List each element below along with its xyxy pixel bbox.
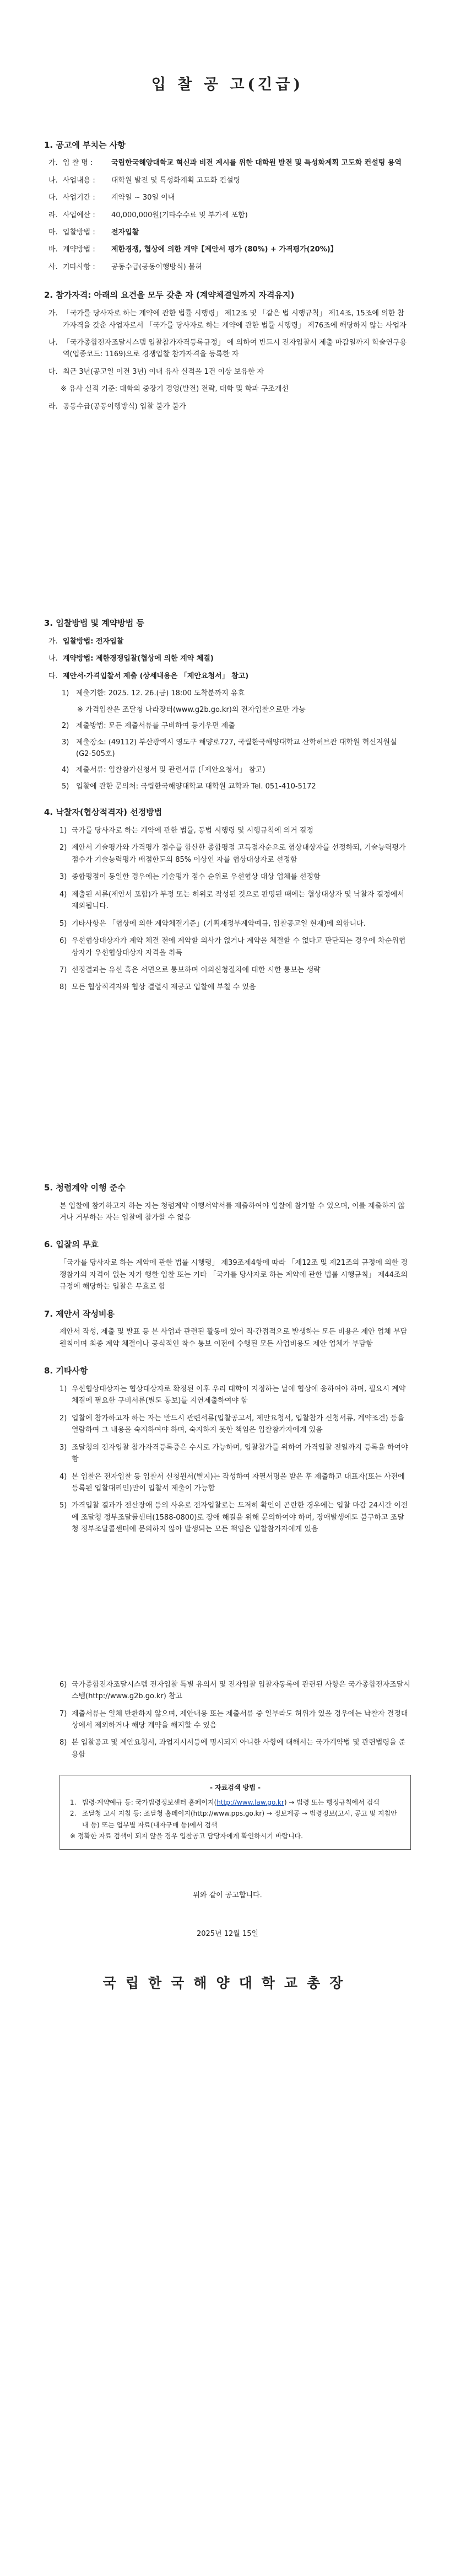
item-value: 국가를 당사자로 하는 계약에 관한 법률, 동법 시행령 및 시행규칙에 의거 결정 xyxy=(72,827,313,835)
reference-text-post: ) → 법령 또는 행정규칙에서 검색 xyxy=(284,1798,380,1806)
item-marker: 2) xyxy=(59,1414,67,1423)
s3-item xyxy=(48,636,411,647)
section-1-heading: 1. 공고에 부치는 사항 xyxy=(44,139,126,150)
reference-row xyxy=(70,1808,400,1831)
reference-text: 조달청 고시 지침 등: 조달청 홈페이지(http://www.pps.go.kr) → 정보제공 → 법령정보(고시, 공고 및 지침안내 등) 또는 업무별 자료(내자구매 등)에서 검색 xyxy=(82,1810,397,1829)
item-value: 우선협상대상자는 협상대상자로 확정된 이후 우리 대학이 지정하는 날에 협상에 응하여야 하며, 필요시 계약 체결에 필요한 구비서류(별도 통보)를 지연제출하여야 함 xyxy=(72,1384,406,1405)
section-1 xyxy=(44,138,411,273)
section-2-heading: 2. 참가자격: 아래의 요건을 모두 갖춘 자 (계약체결일까지 자격유지) xyxy=(44,290,295,300)
item-value: 조달청의 전자입찰 참가자격등록증은 수시로 가능하며, 입찰참가를 위하여 가격입찰 전일까지 등록을 하여야 함 xyxy=(72,1443,408,1464)
item-value: 대학원 발전 및 특성화계획 고도화 컨설팅 xyxy=(111,176,241,185)
section-6-heading: 6. 입찰의 무효 xyxy=(44,1239,99,1250)
item-value: 제출된 서류(제안서 포함)가 부정 또는 허위로 작성된 것으로 판명된 때에는 협상대상자 및 낙찰자 결정에서 제외됩니다. xyxy=(72,890,404,911)
s1-item xyxy=(48,227,411,238)
s4-item xyxy=(59,871,411,883)
item-marker: 2) xyxy=(59,844,67,852)
item-value: 제안서·가격입찰서 제출 (상세내용은 「제안요청서」 참고) xyxy=(63,672,249,680)
section-3 xyxy=(44,616,411,792)
s3-item xyxy=(48,670,411,682)
s2-item xyxy=(48,308,411,331)
item-marker: 1) xyxy=(62,689,69,698)
item-marker: 2. xyxy=(70,1810,77,1818)
item-value: 본 입찰은 전자입찰 등 입찰서 신청원서(별지)는 작성하여 자필서명을 받은 후 제출하고 대표자(또는 사전에 등록된 입찰대리인)만이 입찰서 제출이 가능함 xyxy=(72,1472,405,1493)
item-value: 공동수급(공동이행방식) 불허 xyxy=(111,262,202,271)
item-value: 선정결과는 유선 혹은 서면으로 통보하며 이의신청절차에 대한 시한 통보는 생략 xyxy=(72,965,321,974)
item-marker: 8) xyxy=(59,1738,67,1747)
item-value: 기타사항은 「협상에 의한 계약체결기준」(기획재정부계약예규, 입찰공고일 현재)에 의합니다. xyxy=(72,919,366,928)
s1-item xyxy=(48,192,411,203)
s4-item xyxy=(59,918,411,930)
section-8-heading: 8. 기타사항 xyxy=(44,1366,88,1376)
item-value: 국가종합전자조달시스템 전자입찰 특별 유의서 및 전자입찰 입찰자동록에 관련된 사항은 국가종합전자조달시스템(http://www.g2b.go.kr) 참고 xyxy=(72,1680,410,1701)
item-marker: 1) xyxy=(59,827,67,835)
item-marker: 가. xyxy=(48,309,58,318)
item-marker: 4) xyxy=(59,1472,67,1481)
item-marker: 라. xyxy=(48,402,58,411)
item-marker: 5) xyxy=(62,782,69,791)
item-value: 제출방법: 모든 제출서류를 구비하여 등기우편 제출 xyxy=(76,722,235,731)
item-label: 계약방법 : xyxy=(63,245,95,254)
notice-title: 입 찰 공 고(긴급) xyxy=(151,76,304,93)
item-marker: 6) xyxy=(59,937,67,946)
s8-item xyxy=(59,1500,411,1535)
section-7-heading: 7. 제안서 작성비용 xyxy=(44,1308,115,1319)
s3-sub-item xyxy=(62,764,411,776)
s8-item xyxy=(59,1442,411,1466)
section-7 xyxy=(44,1307,411,1350)
law-site-link[interactable]: http://www.law.go.kr xyxy=(216,1798,284,1806)
item-label: 기타사항 : xyxy=(63,262,95,271)
s1-item xyxy=(48,244,411,255)
item-marker: 5) xyxy=(59,919,67,928)
item-marker: 1) xyxy=(59,1384,67,1393)
s8-item xyxy=(59,1679,411,1703)
item-value: 입찰에 관한 문의처: 국립한국해양대학교 대학원 교학과 Tel. 051-410-5172 xyxy=(76,782,316,791)
reference-note: ※ 정확한 자료 검색이 되지 않을 경우 입찰공고 담당자에게 확인하시기 바랍니다. xyxy=(70,1832,303,1840)
reference-box-title: - 자료검색 방법 - xyxy=(209,1784,261,1792)
item-value: 제출기한: 2025. 12. 26.(금) 18:00 도착분까지 유효 xyxy=(76,689,245,698)
s4-item xyxy=(59,889,411,913)
s4-item xyxy=(59,981,411,993)
item-value: 계약일 ~ 30일 이내 xyxy=(111,194,175,202)
spacer xyxy=(44,418,411,616)
s3-star-note: ※ 가격입찰은 조달청 나라장터(www.g2b.go.kr)의 전자입찰으로만 가능 xyxy=(77,705,306,714)
item-marker: 1. xyxy=(70,1798,77,1806)
item-value: 40,000,000원(기타수수료 및 부가세 포함) xyxy=(111,211,248,219)
item-marker: 라. xyxy=(48,211,58,219)
item-value: 「국가를 당사자로 하는 계약에 관한 법률 시행령」 제12조 및 「같은 법 시행규칙」 제14조, 15조에 의한 참가자격을 갖춘 사업자로서 「국가를 당사자로 하는 계약에 관한 법률 시행령」 제76조에 해당하지 않는 사업자 xyxy=(63,309,407,330)
item-value: 국립한국해양대학교 혁신과 비전 계시를 위한 대학원 발전 및 특성화계획 고도화 컨설팅 용역 xyxy=(111,159,402,168)
section-5 xyxy=(44,1181,411,1224)
s3-sub-item xyxy=(62,720,411,732)
item-marker: 8) xyxy=(59,983,67,992)
item-marker: 5) xyxy=(59,1501,67,1510)
item-value: 종합평점이 동일한 경우에는 기술평가 점수 순위로 우선협상 대상 업체를 선정함 xyxy=(72,873,321,882)
item-marker: 4) xyxy=(62,766,69,775)
item-marker: 2) xyxy=(62,722,69,731)
item-label: 사업기간 : xyxy=(63,194,95,202)
item-label: 사업내용 : xyxy=(63,176,95,185)
s8-item xyxy=(59,1471,411,1495)
s2-note: ※ 유사 실적 기준: 대학의 중장기 경영(발전) 전략, 대학 및 학과 구조개선 xyxy=(61,385,289,394)
s8-item xyxy=(59,1737,411,1761)
item-marker: 4) xyxy=(59,890,67,899)
item-value: 모든 협상적격자와 협상 결렬시 재공고 입찰에 부칠 수 있음 xyxy=(72,983,256,992)
item-marker: 7) xyxy=(59,1709,67,1718)
item-marker: 마. xyxy=(48,228,58,237)
item-marker: 나. xyxy=(48,338,58,347)
item-marker: 3) xyxy=(59,873,67,882)
item-value: 입찰에 참가하고자 하는 자는 반드시 관련서류(입찰공고서, 제안요청서, 입찰참가 신청서류, 계약조건) 등을 열람하여 그 내용을 숙지하여야 하며, 숙지하지 못한 책임은 입찰참가자에게 있음 xyxy=(72,1414,404,1435)
section-5-body: 본 입찰에 참가하고자 하는 자는 청렴계약 이행서약서를 제출하여야 입찰에 참가할 수 있으며, 이를 제출하지 않거나 거부하는 자는 입찰에 참가할 수 없음 xyxy=(59,1201,405,1222)
s4-item xyxy=(59,825,411,836)
item-value: 제출장소: (49112) 부산광역시 영도구 해양로727, 국립한국해양대학교 산학허브관 대학원 혁신지원실(G2-505호) xyxy=(76,738,397,758)
item-label: 사업예산 : xyxy=(63,211,95,219)
item-value: 계약방법: 제한경쟁입찰(협상에 의한 계약 체결) xyxy=(63,654,214,663)
item-marker: 가. xyxy=(48,637,58,646)
item-marker: 6) xyxy=(59,1680,67,1689)
s4-item xyxy=(59,935,411,959)
reference-row xyxy=(70,1797,400,1808)
item-marker: 7) xyxy=(59,965,67,974)
item-value: 가격입찰 결과가 전산장애 등의 사유로 전자입찰로는 도저히 확인이 곤란한 경우에는 입찰 마감 24시간 이전에 조달청 정부조달콜센터(1588-0800)로 장애 해결을 위해 문의하여야 하며, 장애발생에도 불구하고 조달청 정부조달콜센터에 문의하지 않아 발생되는 모든 책임은 입찰참가자에게 있음 xyxy=(72,1501,408,1534)
section-4 xyxy=(44,806,411,994)
section-4-heading: 4. 낙찰자(협상적격자) 선정방법 xyxy=(44,807,162,818)
s1-item xyxy=(48,261,411,273)
item-value: 제한경쟁, 협상에 의한 계약【제안서 평가 (80%) + 가격평가(20%)】 xyxy=(111,245,338,254)
item-value: 전자입찰 xyxy=(111,228,139,237)
item-value: 우선협상대상자가 계약 체결 전에 계약할 의사가 없거나 계약을 체결할 수 없다고 판단되는 경우에 차순위협상자가 우선협상대상자 자격을 취득 xyxy=(72,937,406,957)
s2-item xyxy=(48,401,411,412)
reference-box xyxy=(59,1775,411,1850)
s8-item xyxy=(59,1708,411,1732)
item-value: 제안서 기술평가와 가격평가 점수를 합산한 종합평점 고득점자순으로 협상대상자를 선정하되, 기술능력평가 점수가 기술능력평가 배점한도의 85% 이상인 자를 협상대상자로 선정함 xyxy=(72,844,406,864)
s2-item xyxy=(48,366,411,378)
reference-text xyxy=(82,1797,380,1808)
s4-item xyxy=(59,842,411,866)
item-marker: 3) xyxy=(59,1443,67,1452)
item-value: 입찰방법: 전자입찰 xyxy=(63,637,124,646)
item-marker: 나. xyxy=(48,654,58,663)
s3-item xyxy=(48,653,411,664)
s3-sub-item xyxy=(62,737,411,760)
spacer xyxy=(44,1541,411,1679)
s4-item xyxy=(59,964,411,976)
notice-date: 2025년 12월 15일 xyxy=(196,1929,259,1938)
section-2 xyxy=(44,288,411,412)
item-label: 입찰방법 : xyxy=(63,228,95,237)
item-value: 「국가종합전자조달시스템 입찰참가자격등록규정」 에 의하여 반드시 전자입찰서 제출 마감일까지 학술연구용역(업종코드: 1169)으로 경쟁입찰 참가자격을 등록한 자 xyxy=(63,338,407,359)
item-marker: 나. xyxy=(48,176,58,185)
item-label: 입 찰 명 : xyxy=(63,159,93,168)
item-value: 최근 3년(공고일 이전 3년) 이내 유사 실적을 1건 이상 보유한 자 xyxy=(63,367,264,376)
item-marker: 3) xyxy=(62,738,69,747)
s8-item xyxy=(59,1383,411,1407)
item-marker: 다. xyxy=(48,672,58,680)
s1-item xyxy=(48,175,411,186)
s1-item xyxy=(48,210,411,221)
item-value: 제출서류는 일체 반환하지 않으며, 제안내용 또는 제출서류 중 일부라도 허위가 있을 경우에는 낙찰자 결정대상에서 제외하거나 해당 계약을 해지할 수 있음 xyxy=(72,1709,408,1730)
closing-statement: 위와 같이 공고합니다. xyxy=(193,1891,262,1900)
section-6-body: 「국가를 당사자로 하는 계약에 관한 법률 시행령」 제39조제4항에 따라 「제12조 및 제21조의 규정에 의한 경쟁참가의 자격이 없는 자가 행한 입찰 또는 기타 「국가를 당사자로 하는 계약에 관한 법률 시행규칙」 제44조의 규정에 해당하는 입찰은 무효로 함 xyxy=(59,1259,408,1291)
item-marker: 사. xyxy=(48,262,58,271)
item-value: 본 입찰공고 및 제안요청서, 과업지시서등에 명시되지 아니한 사항에 대해서는 국가계약법 및 관련법령을 준용함 xyxy=(72,1738,406,1759)
item-value: 제출서류: 입찰참가신청서 및 관련서류 (「제안요청서」 참고) xyxy=(76,766,266,775)
s1-item xyxy=(48,157,411,169)
s3-sub-item xyxy=(62,688,411,699)
reference-text-pre: 법령·계약예규 등: 국가법령정보센터 홈페이지( xyxy=(82,1798,217,1806)
item-value: 공동수급(공동이행방식) 입찰 불가 불가 xyxy=(63,402,186,411)
section-6 xyxy=(44,1238,411,1292)
s8-item xyxy=(59,1413,411,1436)
item-marker: 다. xyxy=(48,367,58,376)
section-7-body: 제안서 작성, 제출 및 발표 등 본 사업과 관련된 활동에 있어 직·간접적으로 발생하는 모든 비용은 제안 업체 부담 원칙이며 최종 계약 체결이나 공식적인 착수 통보 이전에 수행된 모든 사업비용도 제안 업체가 부담함 xyxy=(59,1328,408,1348)
spacer xyxy=(44,999,411,1181)
issuer-signature: 국립한국해양대학교총장 xyxy=(102,1975,353,1992)
section-3-heading: 3. 입찰방법 및 계약방법 등 xyxy=(44,618,144,629)
section-8 xyxy=(44,1364,411,1761)
item-marker: 가. xyxy=(48,159,58,168)
s2-item xyxy=(48,337,411,361)
item-marker: 바. xyxy=(48,245,58,254)
item-marker: 다. xyxy=(48,194,58,202)
section-5-heading: 5. 청렴계약 이행 준수 xyxy=(44,1182,126,1193)
s3-sub-item xyxy=(62,781,411,792)
